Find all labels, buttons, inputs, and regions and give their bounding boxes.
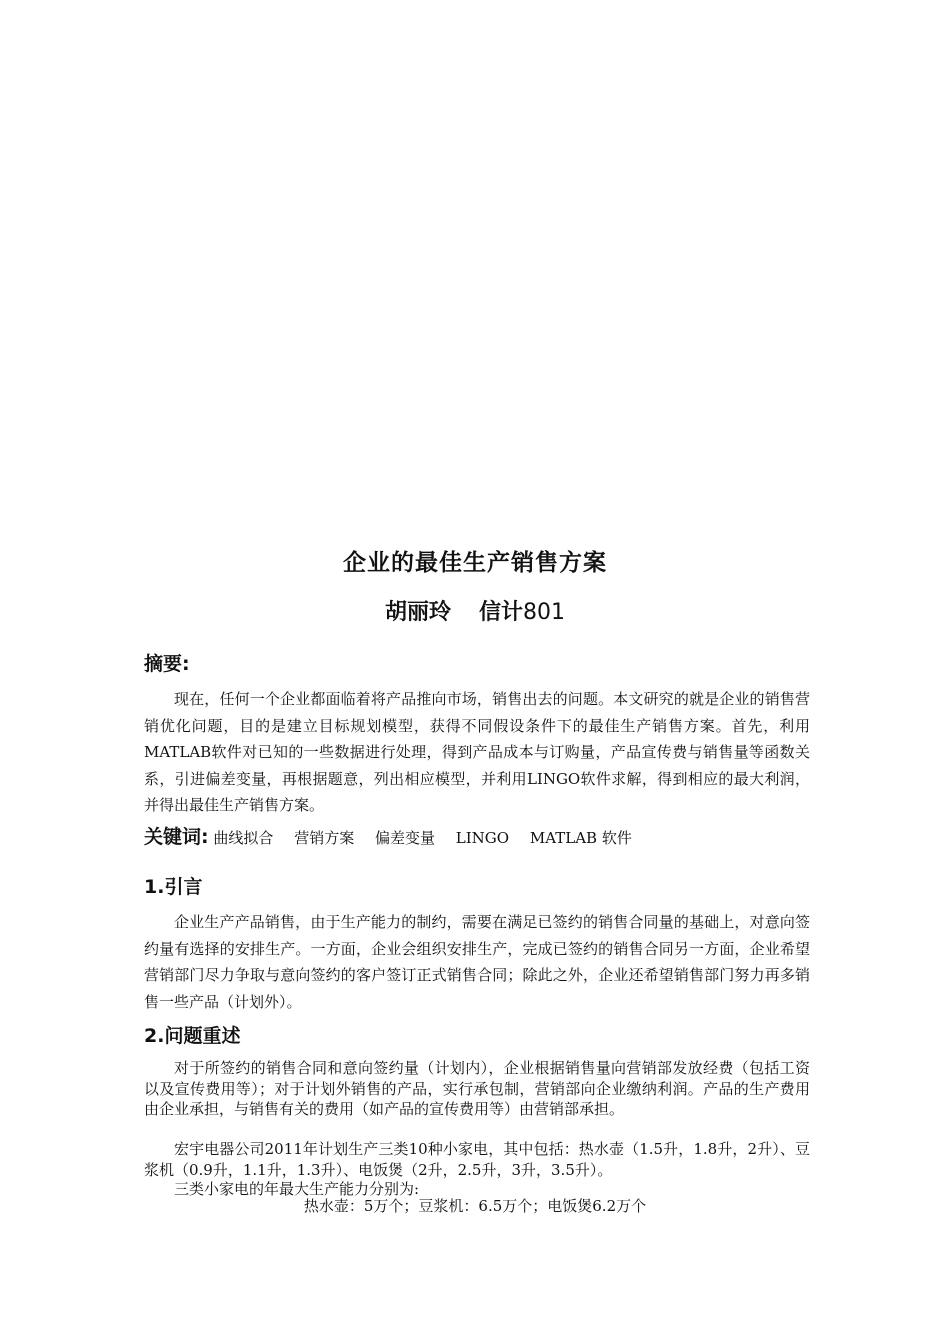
section2-heading: 2.问题重述 [144,1025,241,1047]
capacity-line: 热水壶：5万个；豆浆机：6.5万个；电饭煲6.2万个 [303,1197,647,1215]
keyword-item: 曲线拟合 [213,829,274,847]
keywords-label: 关键词: [144,826,209,848]
author-line [0,596,950,630]
section2-paragraph: 对于所签约的销售合同和意向签约量（计划内），企业根据销售量向营销部发放经费（包括工资以及宣传费用等）；对于计划外销售的产品，实行承包制，营销部向企业缴纳利润。产品的生产费用由企业承担，与销售有关的费用（如产品的宣传费用等）由营销部承担。 [144,1059,810,1118]
section2-paragraph: 三类小家电的年最大生产能力分别为: [174,1180,420,1198]
section1-text: 企业生产产品销售，由于生产能力的制约，需要在满足已签约的销售合同量的基础上，对意向签约量有选择的安排生产。一方面，企业会组织安排生产，完成已签约的销售合同另一方面，企业希望营销部门尽力争取与意向签约的客户签订正式销售合同；除此之外，企业还希望销售部门努力再多销售一些产品（计划外）。 [144,913,810,1011]
author-class-prefix: 信计 [479,600,524,625]
section2-paragraph: 宏宇电器公司2011年计划生产三类10种小家电，其中包括：热水壶（1.5升，1.8升，2升）、豆浆机（0.9升，1.1升，1.3升）、电饭煲（2升，2.5升，3升，3.5升）。 [144,1140,810,1179]
keyword-item: MATLAB 软件 [529,829,632,847]
abstract-text: 现在，任何一个企业都面临着将产品推向市场，销售出去的问题。本文研究的就是企业的销售营销优化问题，目的是建立目标规划模型，获得不同假设条件下的最佳生产销售方案。首先，利用MATLAB软件对已知的一些数据进行处理，得到产品成本与订购量，产品宣传费与销售量等函数关系，引进偏差变量，再根据题意，列出相应模型，并利用LINGO软件求解，得到相应的最大利润，并得出最佳生产销售方案。 [144,690,810,814]
author-class-number: 801 [523,600,566,625]
abstract-heading: 摘要: [144,653,190,675]
author-name: 胡丽玲 [384,600,451,625]
keyword-item: 偏差变量 [374,829,435,847]
paper-title: 企业的最佳生产销售方案 [343,550,607,576]
section1-heading: 1.引言 [144,876,203,898]
keywords-row [144,823,844,852]
keyword-item: 营销方案 [294,829,355,847]
keyword-item: LINGO [455,829,510,847]
